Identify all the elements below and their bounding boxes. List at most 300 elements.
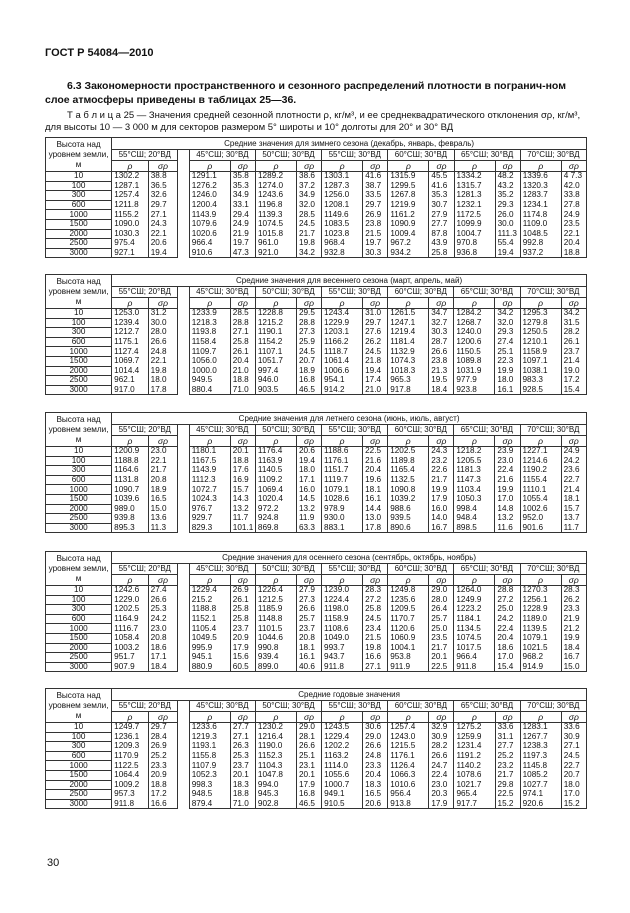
table-row <box>46 586 587 596</box>
data-cell: 1175.1 <box>112 337 149 347</box>
table-row <box>46 742 587 752</box>
data-cell: 36.5 <box>148 181 178 191</box>
data-cell: 1149.6 <box>322 210 363 220</box>
height-value: 1000 <box>46 761 112 771</box>
data-cell: 1090.0 <box>112 219 149 229</box>
height-value: 2500 <box>46 790 112 800</box>
data-cell: 35.8 <box>230 172 255 182</box>
data-cell: 34.9 <box>230 191 255 201</box>
sector-header: 65°СШ; 30°ВД <box>454 150 520 161</box>
data-cell: 829.3 <box>189 523 230 533</box>
rho-symbol: ρ <box>388 575 429 586</box>
sector-header: 70°СШ; 30°ВД <box>520 701 586 712</box>
data-cell: 20.4 <box>230 356 255 366</box>
sigma-symbol: σρ <box>148 575 178 586</box>
data-cell: 1069.7 <box>112 356 149 366</box>
data-cell: 1211.8 <box>112 200 149 210</box>
sector-row <box>46 150 587 161</box>
sector-header: 60°СШ; 30°ВД <box>388 425 454 436</box>
data-cell: 24.7 <box>429 761 454 771</box>
data-cell: 34.2 <box>297 248 322 258</box>
data-cell: 992.8 <box>520 239 561 249</box>
sigma-symbol: σρ <box>296 298 321 309</box>
data-cell: 26.6 <box>296 605 321 615</box>
data-cell: 23.3 <box>363 761 388 771</box>
data-cell: 1170.9 <box>112 751 149 761</box>
data-cell: 18.6 <box>495 643 520 653</box>
data-cell: 26.6 <box>148 595 178 605</box>
rho-symbol: ρ <box>189 575 230 586</box>
data-cell: 903.5 <box>255 385 296 395</box>
data-cell: 4 7.3 <box>561 172 586 182</box>
table-row <box>46 191 587 201</box>
data-cell: 31.2 <box>148 309 178 319</box>
data-cell: 911.8 <box>112 799 149 809</box>
data-cell: 20.1 <box>230 447 255 457</box>
data-cell: 1044.6 <box>255 633 296 643</box>
data-cell: 1289.2 <box>255 172 296 182</box>
sector-header: 70°СШ; 30°ВД <box>520 425 586 436</box>
sigma-symbol: σρ <box>429 298 454 309</box>
data-cell: 20.4 <box>495 633 520 643</box>
data-cell: 1229.4 <box>322 732 363 742</box>
sector-header: 50°СШ; 30°ВД <box>255 425 321 436</box>
height-value: 300 <box>46 742 112 752</box>
rho-symbol: ρ <box>255 298 296 309</box>
height-value: 1500 <box>46 633 112 643</box>
height-value: 3000 <box>46 248 112 258</box>
data-cell: 1253.0 <box>112 309 149 319</box>
data-cell: 1132.9 <box>388 347 429 357</box>
data-cell: 21.7 <box>429 475 454 485</box>
data-cell: 24.5 <box>561 751 586 761</box>
height-value: 600 <box>46 337 112 347</box>
data-cell: 975.4 <box>112 239 149 249</box>
data-cell: 1174.8 <box>520 210 561 220</box>
data-cell: 1238.3 <box>520 742 561 752</box>
data-cell: 1320.3 <box>520 181 561 191</box>
data-cell: 1176.1 <box>388 751 429 761</box>
data-cell: 26.9 <box>230 586 255 596</box>
data-cell: 949.5 <box>189 376 230 386</box>
data-cell: 1021.5 <box>520 643 561 653</box>
data-cell: 968.4 <box>322 239 363 249</box>
data-cell: 16.0 <box>296 485 321 495</box>
column-gap <box>178 425 189 533</box>
sigma-symbol: σρ <box>230 575 255 586</box>
data-cell: 20.6 <box>296 447 321 457</box>
sigma-symbol: σρ <box>230 161 255 172</box>
data-cell: 1284.2 <box>454 309 495 319</box>
sigma-symbol: σρ <box>495 161 520 172</box>
table-row <box>46 475 587 485</box>
data-cell: 1015.8 <box>255 229 296 239</box>
data-cell: 32.7 <box>429 318 454 328</box>
sector-header: 50°СШ; 30°ВД <box>255 287 321 298</box>
data-cell: 18.1 <box>363 485 388 495</box>
data-cell: 18.0 <box>561 780 586 790</box>
data-cell: 1287.3 <box>322 181 363 191</box>
data-cell: 24.5 <box>363 347 388 357</box>
data-cell: 11.7 <box>561 523 586 533</box>
season-caption: Средние значения для зимнего сезона (декабрь, январь, февраль) <box>112 138 587 150</box>
data-cell: 25.8 <box>429 248 454 258</box>
rho-symbol: ρ <box>112 712 149 723</box>
sigma-symbol: σρ <box>429 161 454 172</box>
data-cell: 17.9 <box>429 799 454 809</box>
data-cell: 1197.3 <box>520 751 561 761</box>
data-cell: 1009.4 <box>388 229 429 239</box>
data-cell: 28.7 <box>429 337 454 347</box>
data-cell: 1120.6 <box>388 624 429 634</box>
rho-symbol: ρ <box>520 575 561 586</box>
data-cell: 1243.5 <box>322 723 363 733</box>
data-cell: 27.2 <box>495 595 520 605</box>
season-table <box>45 412 587 533</box>
data-cell: 1134.5 <box>454 624 495 634</box>
data-cell: 22.5 <box>429 662 454 672</box>
data-cell: 42.0 <box>561 181 586 191</box>
rho-symbol: ρ <box>189 298 230 309</box>
data-cell: 16.6 <box>148 799 178 809</box>
data-cell: 939.5 <box>388 514 429 524</box>
data-cell: 29.4 <box>230 210 255 220</box>
data-cell: 38.6 <box>297 172 322 182</box>
data-cell: 63.3 <box>296 523 321 533</box>
data-cell: 19.7 <box>363 239 388 249</box>
rho-symbol: ρ <box>255 161 296 172</box>
rho-symbol: ρ <box>520 161 561 172</box>
table-caption: Т а б л и ц а 25 — Значения средней сезонной плотности ρ, кг/м³, и ее среднеквадратического отклонения σρ, кг/м³, для высоты 10 — 3 000 м для секторов размером 5° широты и 10° долготы для 20° и 30° ВД <box>45 110 581 133</box>
season-table <box>45 137 587 258</box>
data-cell: 1239.4 <box>112 318 149 328</box>
data-cell: 16.8 <box>296 376 321 386</box>
data-cell: 28.8 <box>296 318 321 328</box>
data-cell: 1283.1 <box>520 723 561 733</box>
data-cell: 18.8 <box>561 248 586 258</box>
sigma-symbol: σρ <box>429 436 454 447</box>
data-cell: 25.8 <box>230 337 255 347</box>
rho-symbol: ρ <box>388 436 429 447</box>
data-cell: 1058.4 <box>112 633 149 643</box>
season-table <box>45 551 587 672</box>
data-cell: 15.2 <box>561 799 586 809</box>
data-cell: 29.7 <box>363 200 388 210</box>
data-cell: 23.7 <box>561 347 586 357</box>
data-cell: 31.5 <box>561 318 586 328</box>
data-cell: 45.5 <box>429 172 454 182</box>
height-value: 3000 <box>46 799 112 809</box>
data-cell: 19.8 <box>297 239 322 249</box>
data-cell: 38.8 <box>148 172 178 182</box>
data-cell: 1004.7 <box>454 229 495 239</box>
data-cell: 26.9 <box>363 210 388 220</box>
data-cell: 1031.9 <box>454 366 495 376</box>
data-cell: 1047.8 <box>255 770 296 780</box>
data-cell: 26.0 <box>495 210 520 220</box>
data-cell: 55.4 <box>495 239 520 249</box>
data-cell: 898.5 <box>454 523 495 533</box>
data-cell: 1139.5 <box>520 624 561 634</box>
data-cell: 1089.8 <box>454 356 495 366</box>
data-cell: 23.5 <box>429 633 454 643</box>
data-cell: 1200.6 <box>454 337 495 347</box>
data-cell: 1267.8 <box>388 191 429 201</box>
data-cell: 910.5 <box>322 799 363 809</box>
sigma-symbol: σρ <box>363 575 388 586</box>
data-cell: 1140.5 <box>255 466 296 476</box>
data-cell: 1234.1 <box>520 200 561 210</box>
data-cell: 1218.3 <box>189 318 230 328</box>
data-cell: 16.5 <box>148 494 178 504</box>
data-cell: 14.8 <box>495 504 520 514</box>
data-cell: 23.9 <box>495 447 520 457</box>
data-cell: 1226.4 <box>255 586 296 596</box>
sigma-symbol: σρ <box>363 298 388 309</box>
data-cell: 22.5 <box>495 790 520 800</box>
height-value: 2500 <box>46 239 112 249</box>
height-value: 2000 <box>46 780 112 790</box>
sector-header: 55°СШ; 30°ВД <box>322 701 388 712</box>
data-cell: 1139.3 <box>255 210 296 220</box>
data-cell: 948.4 <box>454 514 495 524</box>
data-cell: 1339.6 <box>520 172 561 182</box>
sector-header: 70°СШ; 30°ВД <box>520 564 586 575</box>
data-cell: 24.5 <box>363 614 388 624</box>
data-cell: 25.8 <box>363 605 388 615</box>
table-row <box>46 172 587 182</box>
data-cell: 24.5 <box>296 347 321 357</box>
data-cell: 14.3 <box>230 494 255 504</box>
data-cell: 21.6 <box>363 456 388 466</box>
data-cell: 11.7 <box>230 514 255 524</box>
data-cell: 23.8 <box>363 219 388 229</box>
data-cell: 879.4 <box>189 799 230 809</box>
data-cell: 1164.9 <box>112 614 149 624</box>
data-cell: 936.8 <box>454 248 495 258</box>
data-cell: 1152.3 <box>255 751 296 761</box>
data-cell: 22.1 <box>561 229 586 239</box>
data-cell: 18.9 <box>148 485 178 495</box>
data-cell: 18.4 <box>429 385 454 395</box>
rho-symbol: ρ <box>322 298 363 309</box>
season-caption: Средние годовые значения <box>112 689 587 701</box>
sector-header: 45°СШ; 30°ВД <box>189 425 255 436</box>
height-value: 1000 <box>46 347 112 357</box>
sector-header: 55°СШ; 30°ВД <box>322 564 388 575</box>
data-cell: 962.1 <box>112 376 149 386</box>
data-cell: 27.4 <box>148 586 178 596</box>
data-cell: 1212.5 <box>255 595 296 605</box>
rho-symbol: ρ <box>112 298 149 309</box>
rho-symbol: ρ <box>112 575 149 586</box>
data-cell: 1230.2 <box>255 723 296 733</box>
page-number: 30 <box>47 857 60 869</box>
data-cell: 24.3 <box>148 219 178 229</box>
column-gap <box>178 564 189 672</box>
data-cell: 1249.7 <box>112 723 149 733</box>
data-cell: 974.1 <box>520 790 561 800</box>
data-cell: 1209.5 <box>388 605 429 615</box>
data-cell: 13.0 <box>363 514 388 524</box>
sigma-symbol: σρ <box>561 298 586 309</box>
sector-header: 60°СШ; 30°ВД <box>388 564 454 575</box>
data-cell: 1181.3 <box>454 466 495 476</box>
data-cell: 1122.5 <box>112 761 149 771</box>
data-cell: 19.6 <box>363 475 388 485</box>
rho-symbol: ρ <box>520 436 561 447</box>
data-cell: 1083.5 <box>322 219 363 229</box>
data-cell: 33.8 <box>561 191 586 201</box>
data-cell: 994.0 <box>255 780 296 790</box>
season-caption: Средние значения для летнего сезона (июнь, июль, август) <box>112 413 587 425</box>
sector-header: 55°СШ; 20°ВД <box>112 425 178 436</box>
sigma-symbol: σρ <box>495 712 520 723</box>
data-cell: 951.7 <box>112 653 149 663</box>
data-cell: 23.2 <box>495 761 520 771</box>
data-cell: 1233.6 <box>189 723 230 733</box>
table-row <box>46 595 587 605</box>
data-cell: 1055.6 <box>322 770 363 780</box>
data-cell: 1208.1 <box>322 200 363 210</box>
data-cell: 27.2 <box>363 595 388 605</box>
sector-header: 55°СШ; 20°ВД <box>112 701 178 712</box>
data-cell: 28.3 <box>561 586 586 596</box>
data-cell: 29.8 <box>495 780 520 790</box>
data-cell: 1267.7 <box>520 732 561 742</box>
rho-symbol: ρ <box>189 436 230 447</box>
rho-symbol: ρ <box>454 575 495 586</box>
data-cell: 48.2 <box>495 172 520 182</box>
data-cell: 30.9 <box>561 732 586 742</box>
table-row <box>46 239 587 249</box>
data-cell: 1198.0 <box>322 605 363 615</box>
sigma-symbol: σρ <box>297 712 322 723</box>
data-cell: 910.6 <box>189 248 230 258</box>
data-cell: 998.4 <box>454 504 495 514</box>
data-cell: 899.0 <box>255 662 296 672</box>
table-row <box>46 605 587 615</box>
data-cell: 1109.7 <box>189 347 230 357</box>
data-cell: 1152.1 <box>189 614 230 624</box>
data-cell: 1164.6 <box>112 466 149 476</box>
data-cell: 40.6 <box>296 662 321 672</box>
data-cell: 995.9 <box>189 643 230 653</box>
data-cell: 923.8 <box>454 385 495 395</box>
data-cell: 1202.5 <box>388 447 429 457</box>
sector-header: 70°СШ; 30°ВД <box>520 287 587 298</box>
data-cell: 47.3 <box>230 248 255 258</box>
height-value: 1000 <box>46 485 112 495</box>
sigma-symbol: σρ <box>148 298 178 309</box>
data-cell: 1190.1 <box>255 328 296 338</box>
sigma-symbol: σρ <box>561 436 586 447</box>
rho-symbol: ρ <box>454 712 495 723</box>
data-cell: 17.2 <box>148 790 178 800</box>
data-cell: 1189.0 <box>520 614 561 624</box>
data-cell: 1191.2 <box>454 751 495 761</box>
data-cell: 26.2 <box>561 595 586 605</box>
data-cell: 1227.1 <box>520 447 561 457</box>
data-cell: 21.5 <box>363 633 388 643</box>
height-value: 10 <box>46 586 112 596</box>
column-gap <box>178 701 189 809</box>
data-cell: 28.2 <box>429 742 454 752</box>
data-cell: 914.9 <box>520 662 561 672</box>
data-cell: 1119.7 <box>322 475 363 485</box>
data-cell: 989.0 <box>112 504 149 514</box>
data-cell: 29.3 <box>495 328 520 338</box>
data-cell: 1061.4 <box>322 356 363 366</box>
data-cell: 1030.3 <box>112 229 149 239</box>
data-cell: 25.0 <box>429 624 454 634</box>
data-cell: 16.8 <box>297 790 322 800</box>
height-value: 2000 <box>46 504 112 514</box>
data-cell: 17.1 <box>296 475 321 485</box>
table-row <box>46 200 587 210</box>
table-row <box>46 732 587 742</box>
data-cell: 930.0 <box>322 514 363 524</box>
data-cell: 16.5 <box>363 790 388 800</box>
data-cell: 1145.8 <box>520 761 561 771</box>
data-cell: 21.9 <box>230 229 255 239</box>
data-cell: 1163.2 <box>322 751 363 761</box>
caption-row <box>46 689 587 701</box>
data-cell: 18.3 <box>363 780 388 790</box>
data-cell: 20.1 <box>230 770 255 780</box>
height-value: 1500 <box>46 356 112 366</box>
sector-header: 45°СШ; 30°ВД <box>189 287 255 298</box>
data-cell: 30.3 <box>363 248 388 258</box>
data-cell: 22.3 <box>495 356 520 366</box>
table-row <box>46 761 587 771</box>
data-cell: 32.0 <box>297 200 322 210</box>
data-cell: 1270.3 <box>520 586 561 596</box>
rho-symbol: ρ <box>189 161 230 172</box>
data-cell: 27.1 <box>230 732 255 742</box>
data-cell: 33.1 <box>230 200 255 210</box>
data-cell: 23.7 <box>230 624 255 634</box>
data-cell: 25.1 <box>495 347 520 357</box>
data-cell: 943.7 <box>322 653 363 663</box>
data-cell: 945.1 <box>189 653 230 663</box>
data-cell: 976.7 <box>189 504 230 514</box>
data-cell: 1161.2 <box>388 210 429 220</box>
data-cell: 1279.8 <box>520 318 561 328</box>
data-cell: 1229.4 <box>189 586 230 596</box>
data-cell: 19.4 <box>363 366 388 376</box>
table-row <box>46 485 587 495</box>
data-cell: 1155.8 <box>189 751 230 761</box>
height-value: 1000 <box>46 624 112 634</box>
height-header: Высота над уровнем земли, м <box>46 138 112 172</box>
data-cell: 71.0 <box>230 799 255 809</box>
table-row <box>46 770 587 780</box>
data-cell: 972.2 <box>255 504 296 514</box>
data-cell: 22.1 <box>148 456 178 466</box>
rho-symbol: ρ <box>520 712 561 723</box>
data-cell: 1264.0 <box>454 586 495 596</box>
data-cell: 1079.1 <box>520 633 561 643</box>
data-cell: 20.7 <box>561 770 586 780</box>
data-cell: 28.3 <box>363 586 388 596</box>
sigma-symbol: σρ <box>363 712 388 723</box>
data-cell: 23.5 <box>561 219 586 229</box>
data-cell: 25.3 <box>148 605 178 615</box>
data-cell: 17.0 <box>495 653 520 663</box>
data-cell: 883.1 <box>322 523 363 533</box>
data-cell: 1140.2 <box>454 761 495 771</box>
